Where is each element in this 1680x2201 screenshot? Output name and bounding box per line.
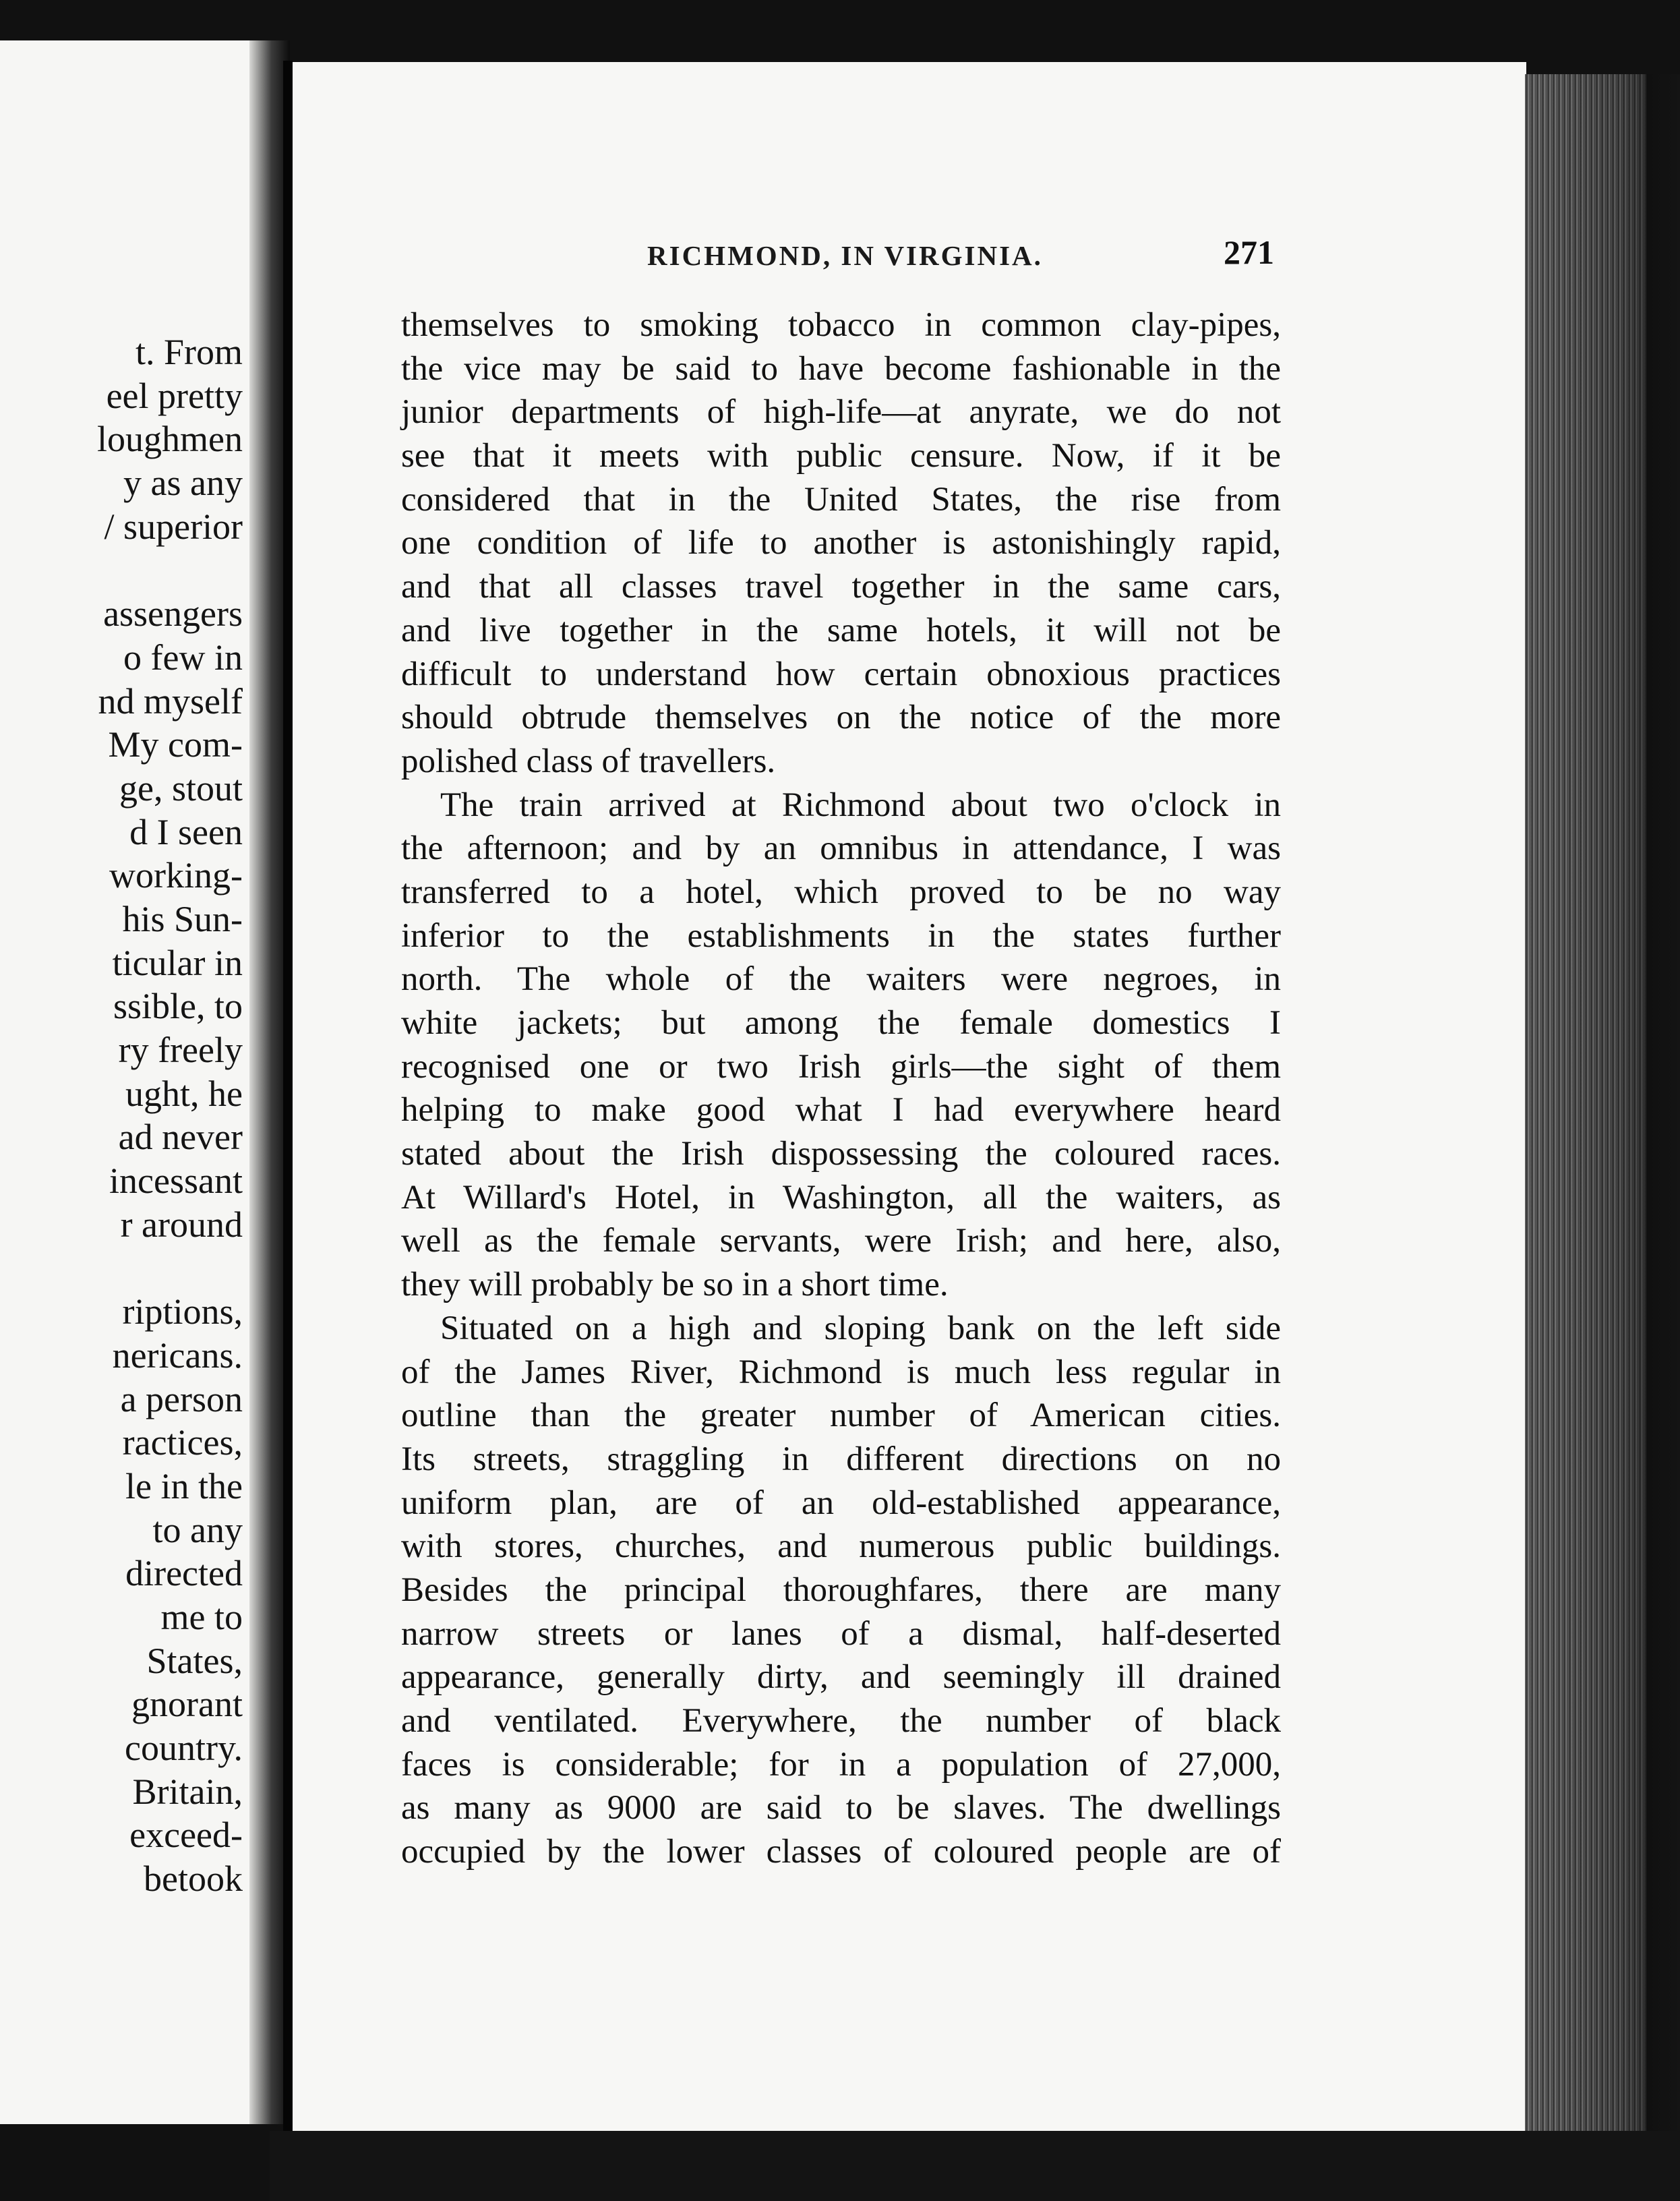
text-line: junior departments of high-life—at anyrate, we do not (401, 393, 1281, 432)
body-text (401, 303, 1281, 1874)
text-line: with stores, churches, and numerous public buildings. (401, 1527, 1281, 1566)
left-page-line: t. From (135, 332, 243, 372)
text-line: helping to make good what I had everywhere heard (401, 1091, 1281, 1129)
left-page-line: ad never (118, 1117, 243, 1158)
left-page-line: betook (144, 1858, 243, 1900)
text-line: and live together in the same hotels, it will not be (401, 611, 1281, 649)
text-line: outline than the greater number of American cities. (401, 1397, 1281, 1435)
left-page-line: riptions, (122, 1291, 243, 1332)
left-page-line: to any (152, 1509, 243, 1550)
bottom-edge (270, 2131, 1680, 2201)
page-number: 271 (1224, 233, 1274, 271)
text-line: The train arrived at Richmond about two o'clock in (440, 786, 1281, 824)
text-line: faces is considerable; for in a population of 27,000, (401, 1745, 1281, 1784)
text-line: and ventilated. Everywhere, the number of black (401, 1702, 1281, 1740)
text-line: the vice may be said to have become fashionable in the (401, 349, 1281, 388)
page-edges-shadow (1525, 74, 1680, 2138)
text-line: narrow streets or lanes of a dismal, half-deserted (401, 1614, 1281, 1653)
left-page-line: working- (109, 855, 243, 896)
text-line: occupied by the lower classes of coloured people are of (401, 1833, 1281, 1871)
text-line: recognised one or two Irish girls—the sight of them (401, 1047, 1281, 1086)
left-page-line: assengers (103, 593, 243, 635)
running-head: RICHMOND, IN VIRGINIA. (647, 240, 1043, 271)
left-page-line: eel pretty (106, 375, 243, 416)
left-page-line: me to (160, 1596, 243, 1637)
left-page-line: ge, stout (119, 767, 243, 809)
text-line: themselves to smoking tobacco in common clay-pipes, (401, 306, 1281, 344)
left-page-line: ry freely (118, 1030, 243, 1070)
text-line: north. The whole of the waiters were negroes, in (401, 960, 1281, 999)
left-page-line: r around (120, 1204, 243, 1245)
text-line: Its streets, straggling in different directions on no (401, 1440, 1281, 1478)
text-line: the afternoon; and by an omnibus in attendance, I was (401, 829, 1281, 868)
left-page-line: le in the (125, 1465, 243, 1506)
text-line: appearance, generally dirty, and seemingly ill drained (401, 1658, 1281, 1697)
text-line: considered that in the United States, the rise from (401, 480, 1281, 519)
left-page-line: States, (146, 1640, 243, 1681)
gutter-line (283, 61, 293, 2138)
left-page-line: exceed- (129, 1815, 243, 1856)
text-line: transferred to a hotel, which proved to be no way (401, 873, 1281, 911)
text-line: difficult to understand how certain obnoxious practices (401, 655, 1281, 693)
text-line: inferior to the establishments in the states further (401, 916, 1281, 955)
left-page-line: My com- (108, 724, 243, 765)
left-page-line: ticular in (112, 942, 243, 983)
left-page-line: y as any (123, 463, 243, 504)
left-page-line: ught, he (125, 1073, 243, 1114)
left-page-line (0, 548, 243, 592)
text-line: Situated on a high and sloping bank on the left side (440, 1309, 1281, 1347)
left-page-line: ractices, (122, 1422, 243, 1463)
left-page-line: loughmen (97, 419, 243, 460)
text-line: stated about the Irish dispossessing the coloured races. (401, 1135, 1281, 1173)
text-line: should obtrude themselves on the notice of the more (401, 699, 1281, 737)
left-page-line: a person (120, 1378, 243, 1419)
text-line: they will probably be so in a short time. (401, 1266, 949, 1304)
text-line: well as the female servants, were Irish; and here, also, (401, 1222, 1281, 1260)
left-page-line: nericans. (112, 1334, 243, 1376)
left-page-line: o few in (123, 637, 243, 678)
left-page (0, 40, 270, 2124)
text-line: and that all classes travel together in the same cars, (401, 568, 1281, 606)
text-line: one condition of life to another is astonishingly rapid, (401, 524, 1281, 562)
left-page-line: Britain, (132, 1771, 243, 1812)
left-page-line: d I seen (129, 811, 243, 852)
left-page-line: directed (125, 1553, 243, 1594)
text-line: white jackets; but among the female domestics I (401, 1004, 1281, 1042)
left-page-line: country. (125, 1728, 243, 1768)
left-page-line: incessant (109, 1161, 243, 1202)
text-line: At Willard's Hotel, in Washington, all the waiters, as (401, 1178, 1281, 1216)
left-page-line (0, 1246, 243, 1290)
text-line: as many as 9000 are said to be slaves. The dwellings (401, 1789, 1281, 1827)
text-line: Besides the principal thoroughfares, there are many (401, 1571, 1281, 1609)
text-line: uniform plan, are of an old-established appearance, (401, 1484, 1281, 1522)
text-line: of the James River, Richmond is much less regular in (401, 1353, 1281, 1391)
left-page-line: nd myself (98, 680, 243, 722)
left-page-line: / superior (104, 506, 243, 547)
left-page-text (0, 330, 243, 1901)
text-line: see that it meets with public censure. Now, if it be (401, 437, 1281, 475)
left-page-line: his Sun- (122, 898, 243, 939)
left-page-line: ssible, to (113, 986, 243, 1027)
left-page-line: gnorant (131, 1684, 243, 1725)
text-line: polished class of travellers. (401, 742, 776, 780)
